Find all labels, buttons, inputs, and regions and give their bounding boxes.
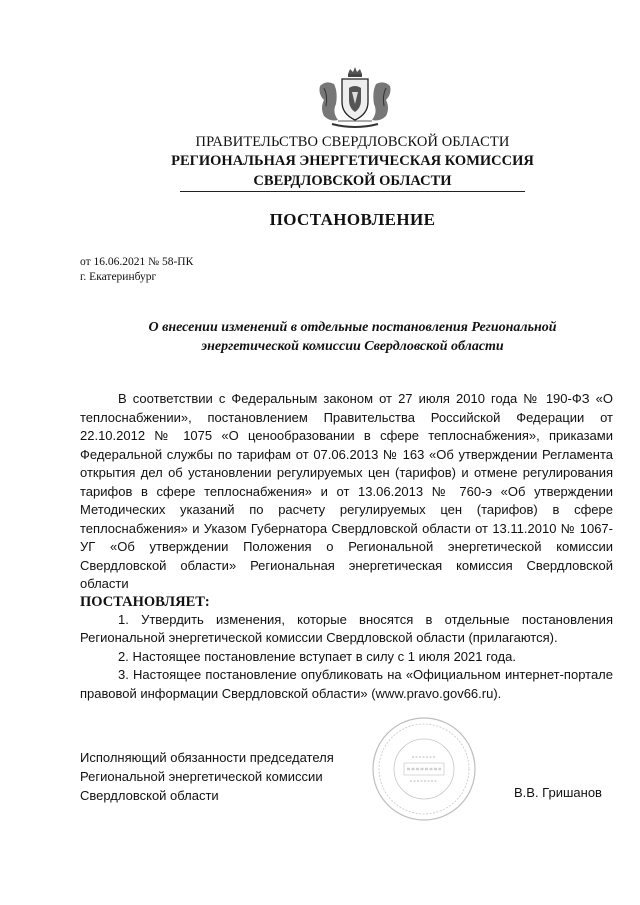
preamble-paragraph: В соответствии с Федеральным законом от 27 июля 2010 года № 190-ФЗ «О теплоснабжении», постановлением Правительства Российской Федерации от 22.10.2012 № 1075 «О ценообразовании в сфере теплоснабжения», приказами Федеральной службы по тарифам от 07.06.2013 № 163 «Об утверждении Регламента открытия дел об установлении регулируемых цен (тарифов) и отмене регулирования тарифов в сфере теплоснабжения» и от 13.06.2013 № 760-э «Об утверждении Методических указаний по расчету регулируемых цен (тарифов) в сфере теплоснабжения» и Указом Губернатора Свердловской области от 13.11.2010 № 1067-УГ «Об утверждении Положения о Региональной энергетической комиссии Свердловской области» Региональная энергетическая комиссия Свердловской области xyxy=(80,391,613,591)
signatory-position-line: Свердловской области xyxy=(80,788,219,803)
government-name: ПРАВИТЕЛЬСТВО СВЕРДЛОВСКОЙ ОБЛАСТИ xyxy=(195,134,510,150)
document-date-number: от 16.06.2021 № 58-ПК xyxy=(80,256,194,268)
document-subject: О внесении изменений в отдельные постановления Региональной энергетической комиссии Свердловской области xyxy=(148,320,557,354)
signatory-name: В.В. Гришанов xyxy=(514,785,602,800)
signatory-position xyxy=(80,748,334,805)
resolution-item-3: 3. Настоящее постановление опубликовать на «Официальном интернет-портале правовой информации Свердловской области» (www.pravo.gov66.ru). xyxy=(80,667,613,701)
document-body xyxy=(80,390,613,703)
resolution-item-2: 2. Настоящее постановление вступает в силу с 1 июля 2021 года. xyxy=(118,648,516,664)
document-type: ПОСТАНОВЛЕНИЕ xyxy=(269,210,436,229)
header-divider xyxy=(180,191,525,192)
resolution-item-1: 1. Утвердить изменения, которые вносятся в отдельные постановления Региональной энергетической комиссии Свердловской области (прилагаются). xyxy=(80,611,613,645)
official-seal-icon xyxy=(370,715,478,823)
region-name: СВЕРДЛОВСКОЙ ОБЛАСТИ xyxy=(253,173,452,189)
coat-of-arms-icon xyxy=(316,66,394,132)
document-city: г. Екатеринбург xyxy=(80,271,157,283)
signatory-position-line: Региональной энергетической комиссии xyxy=(80,769,323,784)
commission-name: РЕГИОНАЛЬНАЯ ЭНЕРГЕТИЧЕСКАЯ КОМИССИЯ xyxy=(171,153,534,169)
signatory-position-line: Исполняющий обязанности председателя xyxy=(80,750,334,765)
resolves-heading: ПОСТАНОВЛЯЕТ: xyxy=(80,593,210,610)
